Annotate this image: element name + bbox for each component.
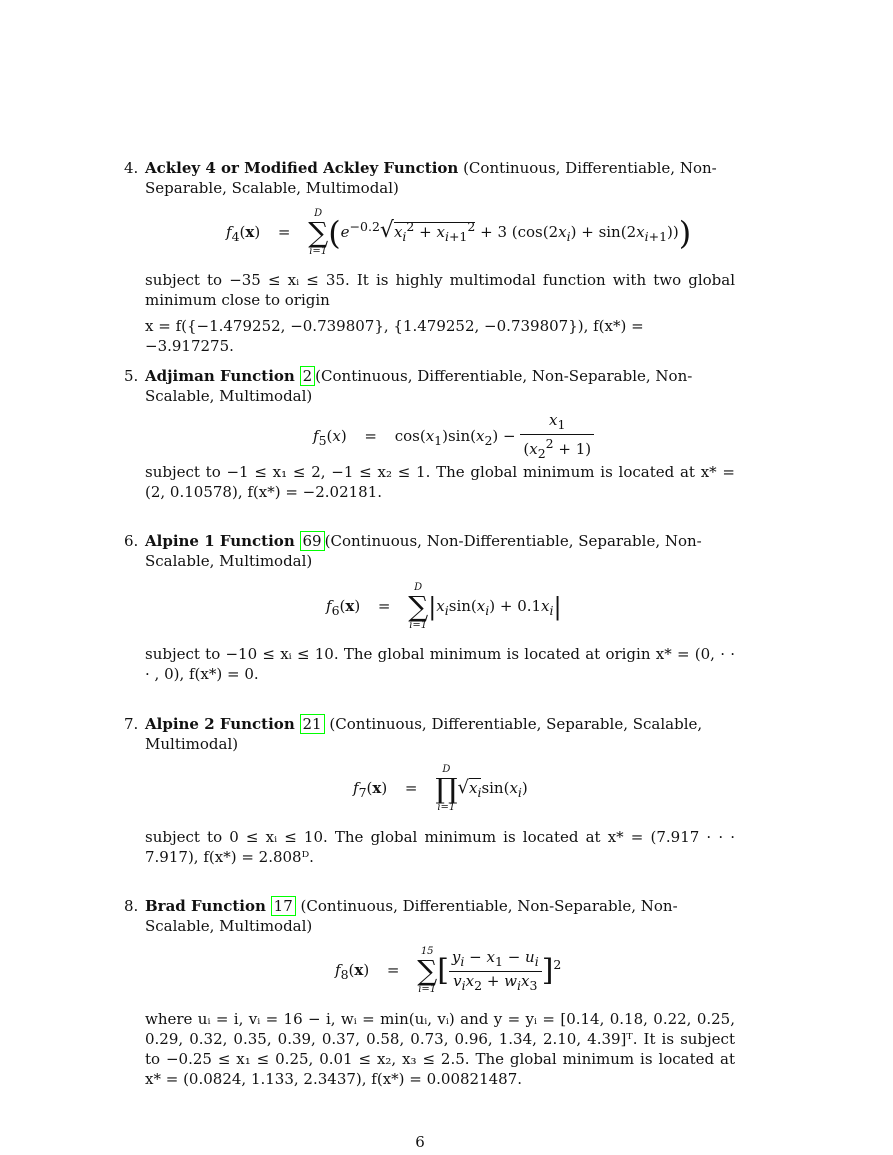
entry-7-text: subject to 0 ≤ xᵢ ≤ 10. The global minimum is located at x* = (7.917 · · · 7.917), f(x*) = 2.808ᴰ. (145, 828, 735, 866)
entry-6-text: subject to −10 ≤ xᵢ ≤ 10. The global minimum is located at origin x* = (0, · · · , 0), f(x*) = 0. (145, 645, 735, 683)
citation-link[interactable]: 17 (271, 896, 296, 916)
equation-f8: $f_8(x)$ = 15 ∑ i=1 [ $\frac{y_i - x_1 - u_i}{v_ix_2 + w_ix_3}$ ]$^2$ (335, 946, 562, 995)
entry-4-text: subject to −35 ≤ xᵢ ≤ 35. It is highly multimodal function with two global minimum close to origin (145, 271, 735, 309)
entry-4 (124, 158, 736, 198)
function-name: Alpine 2 Function (145, 715, 295, 733)
equation-f5: $f_5(x) = \cos(x_1)\sin(x_2)$ − $\frac{x_1}{(x_2^2 + 1)}$ (313, 411, 594, 463)
function-properties: (Continuous, Differentiable, Separable, Scalable, Multimodal) (145, 715, 703, 753)
function-name: Adjiman Function (145, 367, 295, 385)
function-name: Ackley 4 or Modified Ackley Function (145, 159, 459, 177)
entry-number: 7. (124, 715, 139, 733)
entry-number: 4. (124, 159, 139, 177)
page-number: 6 (415, 1133, 425, 1151)
function-properties: (Continuous, Differentiable, Non-Separable, Non-Scalable, Multimodal) (145, 897, 678, 935)
entry-number: 8. (124, 897, 139, 915)
entry-5 (124, 366, 736, 406)
entry-4-minimum: x = f({−1.479252, −0.739807}, {1.479252, −0.739807}), f(x*) = −3.917275. (145, 317, 644, 355)
entry-8-text: where uᵢ = i, vᵢ = 16 − i, wᵢ = min(uᵢ, vᵢ) and y = yᵢ = [0.14, 0.18, 0.22, 0.25, 0.29, 0.32, 0.35, 0.39, 0.37, 0.58, 0.73, 0.96, 1.34, 2.10, 4.39]ᵀ. It is subject to −0.25 ≤ x₁ ≤ 0.25, 0.01 ≤ x₂, x₃ ≤ 2.5. The global minimum is located at x* = (0.0824, 1.133, 2.3437), f(x*) = 0.00821487. (145, 1010, 735, 1088)
function-name: Alpine 1 Function (145, 532, 295, 550)
entry-6 (124, 531, 736, 571)
equation-f6: $f_6(x)$ = D ∑ i=1 $|x_i\sin(x_i) + 0.1x_i|$ (326, 582, 562, 631)
equation-f7: $f_7(x)$ = D ∏ i=1 $√x_i\sin(x_i)$ (353, 764, 528, 813)
entry-number: 5. (124, 367, 139, 385)
citation-link[interactable]: 2 (300, 366, 316, 386)
entry-7 (124, 714, 736, 754)
entry-number: 6. (124, 532, 139, 550)
citation-link[interactable]: 21 (300, 714, 325, 734)
equation-f4: $f_4(x)$ = D ∑ i=1 ($e^{-0.2}√x_i^2 + x_{i+1}^2 + 3$ $(\cos(2x_i) + \sin(2x_{i+1}))$) (226, 208, 692, 257)
function-properties: (Continuous, Differentiable, Non-Separable, Non-Scalable, Multimodal) (145, 367, 693, 405)
entry-5-text: subject to −1 ≤ x₁ ≤ 2, −1 ≤ x₂ ≤ 1. The global minimum is located at x* = (2, 0.10578), f(x*) = −2.02181. (145, 463, 735, 501)
function-properties: (Continuous, Differentiable, Non-Separable, Scalable, Multimodal) (145, 159, 717, 197)
citation-link[interactable]: 69 (300, 531, 325, 551)
function-properties: (Continuous, Non-Differentiable, Separable, Non-Scalable, Multimodal) (145, 532, 702, 570)
function-name: Brad Function (145, 897, 266, 915)
entry-8 (124, 896, 736, 936)
